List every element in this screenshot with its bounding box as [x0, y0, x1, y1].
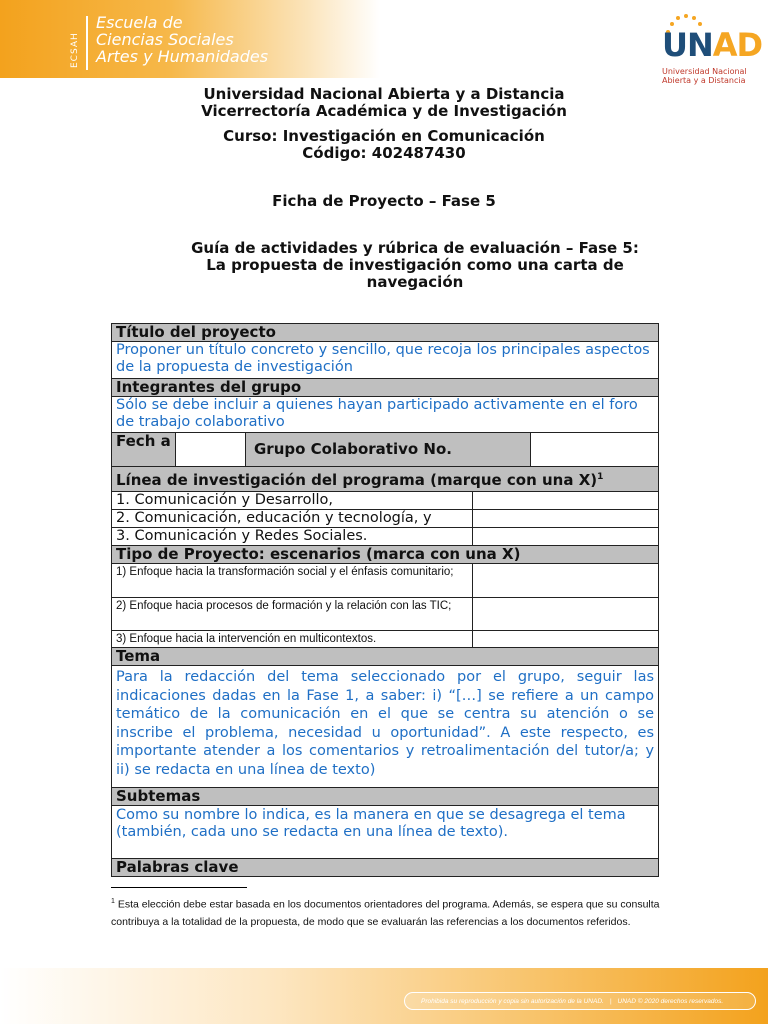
members-header: Integrantes del grupo — [112, 379, 659, 397]
unad-subtitle-2: Abierta y a Distancia — [662, 76, 746, 85]
footnote-text: Esta elección debe estar basada en los documentos orientadores del programa. Además, se espera que su consulta contribuya a la totalidad de la propuesta, de modo que se evaluarán las referencias a los documentos referidos. — [111, 898, 660, 928]
research-line-option-2: 2. Comunicación, educación y tecnología, y — [112, 510, 473, 528]
subtopics-header: Subtemas — [112, 788, 659, 806]
guide-line-1: Guía de actividades y rúbrica de evaluación – Fase 5: — [191, 239, 639, 257]
project-title-header: Título del proyecto — [112, 324, 659, 342]
footer-separator: | — [609, 997, 612, 1005]
group-label: Grupo Colaborativo No. — [246, 433, 531, 467]
project-form-table — [111, 323, 659, 877]
ecsah-label: ECSAH — [70, 32, 80, 68]
project-type-header: Tipo de Proyecto: escenarios (marca con una X) — [112, 546, 659, 564]
date-label: Fech a — [112, 433, 176, 467]
project-type-option-1: 1) Enfoque hacia la transformación social y el énfasis comunitario; — [112, 564, 473, 598]
group-number-field[interactable] — [531, 433, 659, 467]
footer-rights: UNAD © 2020 derechos reservados. — [617, 997, 724, 1005]
school-name — [96, 14, 268, 65]
institution-heading — [0, 86, 768, 120]
research-line-option-1: 1. Comunicación y Desarrollo, — [112, 492, 473, 510]
footnote-divider — [111, 887, 247, 888]
course-name: Curso: Investigación en Comunicación — [223, 127, 545, 145]
subtopics-field[interactable]: Como su nombre lo indica, es la manera en que se desagrega el tema (también, cada uno se redacta en una línea de texto). — [112, 806, 659, 859]
course-code: Código: 402487430 — [302, 144, 466, 162]
keywords-header: Palabras clave — [112, 859, 659, 877]
guide-title — [175, 240, 655, 291]
course-heading — [0, 128, 768, 162]
footnote — [111, 893, 671, 931]
unad-subtitle-1: Universidad Nacional — [662, 67, 747, 76]
topic-header: Tema — [112, 648, 659, 666]
footnote-marker: 1 — [597, 472, 604, 482]
project-type-mark-2[interactable] — [473, 598, 659, 631]
unad-wordmark: UNAD — [662, 26, 763, 64]
unad-logo — [654, 12, 763, 85]
university-name: Universidad Nacional Abierta y a Distancia — [203, 85, 565, 103]
project-title-field[interactable]: Proponer un título concreto y sencillo, que recoja los principales aspectos de la propuesta de investigación — [112, 342, 659, 379]
research-line-mark-2[interactable] — [473, 510, 659, 528]
research-line-option-3: 3. Comunicación y Redes Sociales. — [112, 528, 473, 546]
footnote-number: 1 — [111, 898, 115, 905]
project-type-mark-3[interactable] — [473, 631, 659, 648]
project-type-option-2: 2) Enfoque hacia procesos de formación y la relación con las TIC; — [112, 598, 473, 631]
date-field[interactable] — [176, 433, 246, 467]
school-line-1: Escuela de — [96, 13, 183, 32]
topic-field[interactable]: Para la redacción del tema seleccionado por el grupo, seguir las indicaciones dadas en la Fase 1, a saber: i) “[…] se refiere a un campo temático de la comunicación en el que se centra su atención o se inscribe el problema, necesidad u oportunidad”. A este respecto, es importante atender a los comentarios y retroalimentación del tutor/a; y ii) se redacta en una línea de texto) — [112, 666, 659, 788]
sheet-title: Ficha de Proyecto – Fase 5 — [272, 192, 496, 210]
project-type-mark-1[interactable] — [473, 564, 659, 598]
footer-copy-notice: Prohibida su reproducción y copia sin autorización de la UNAD. — [421, 997, 604, 1005]
research-line-mark-3[interactable] — [473, 528, 659, 546]
research-line-mark-1[interactable] — [473, 492, 659, 510]
school-line-3: Artes y Humanidades — [96, 47, 269, 66]
project-type-option-3: 3) Enfoque hacia la intervención en multicontextos. — [112, 631, 473, 648]
banner-divider — [86, 16, 88, 70]
footer-notice — [404, 992, 756, 1010]
guide-line-3: navegación — [366, 273, 464, 291]
school-line-2: Ciencias Sociales — [96, 30, 234, 49]
guide-line-2: La propuesta de investigación como una carta de — [206, 256, 624, 274]
vice-rectory: Vicerrectoría Académica y de Investigación — [201, 102, 567, 120]
members-field[interactable]: Sólo se debe incluir a quienes hayan participado activamente en el foro de trabajo colaborativo — [112, 397, 659, 433]
research-line-header: Línea de investigación del programa (marque con una X)$^1$ — [112, 467, 659, 492]
school-banner — [0, 0, 380, 78]
